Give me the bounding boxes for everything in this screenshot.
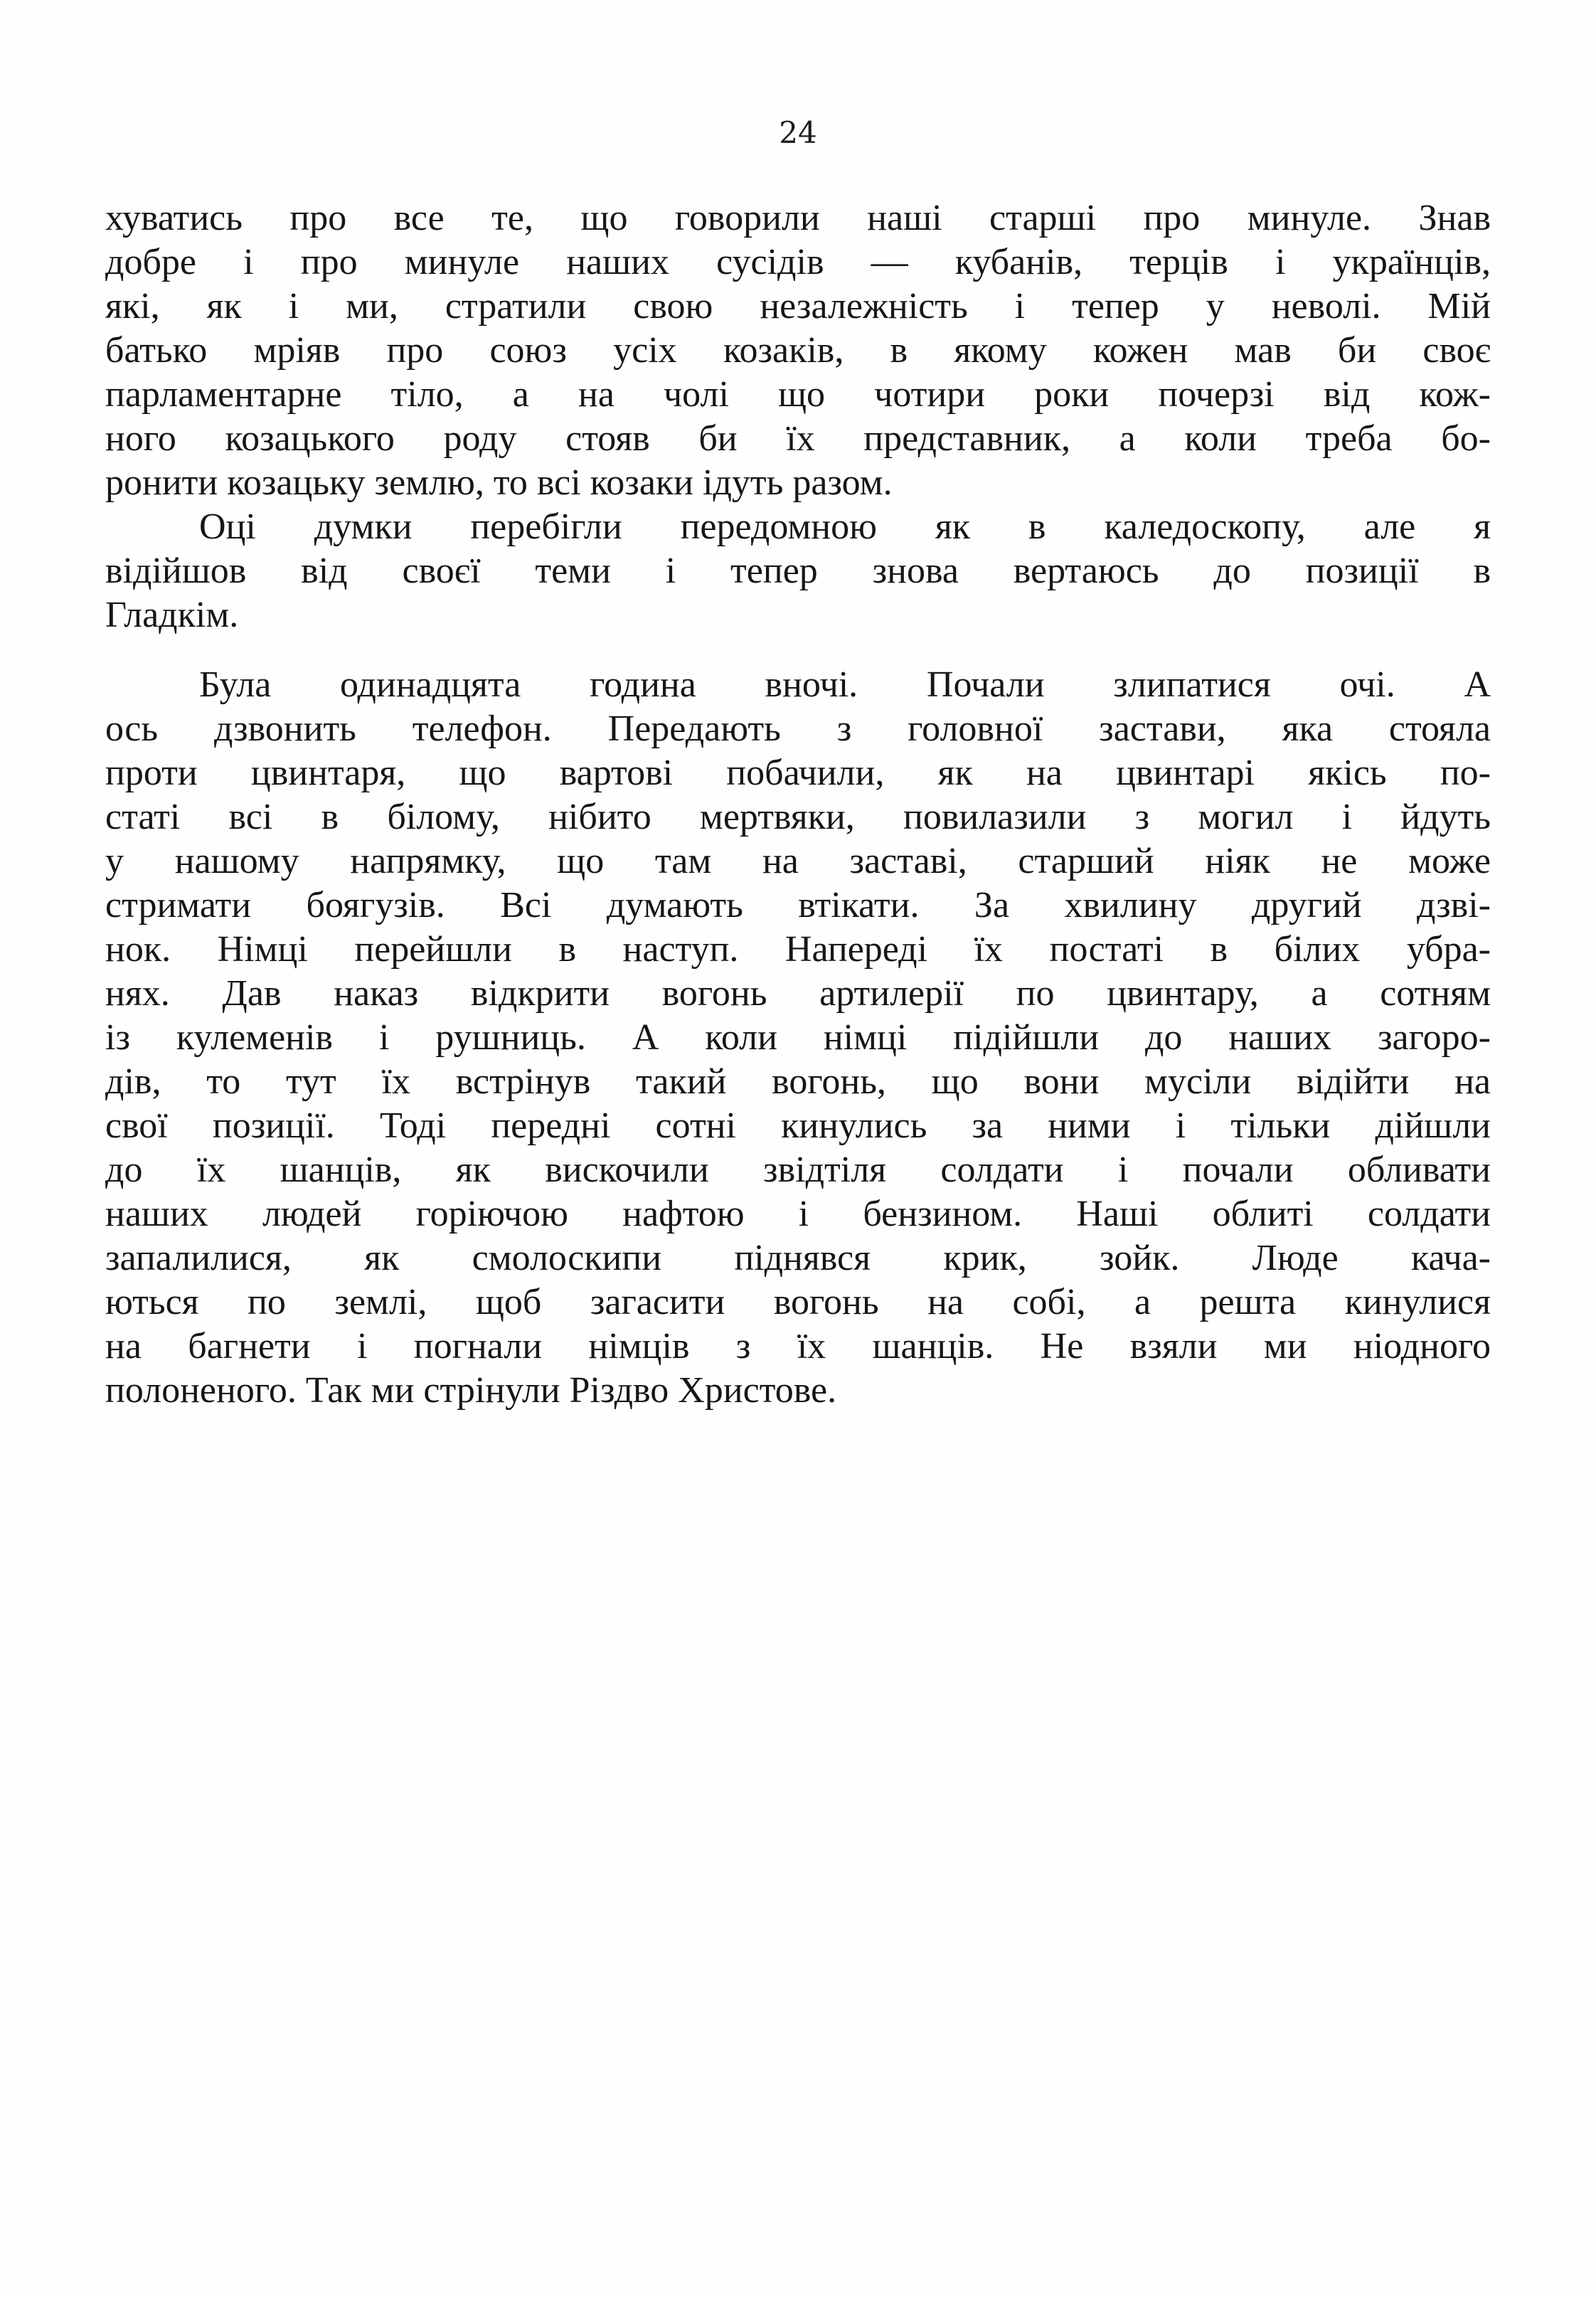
text-line: відійшов від своєї теми і тепер знова вертаюсь до позиції в [105, 551, 1491, 591]
text-line: хуватись про все те, що говорили наші старші про минуле. Знав [105, 198, 1491, 238]
paragraph-1 [105, 196, 1491, 505]
text-line: добре і про минуле наших сусідів — кубанів, терців і українців, [105, 242, 1491, 282]
text-line: проти цвинтаря, що вартові побачили, як на цвинтарі якісь по- [105, 753, 1491, 793]
paragraph-gap [105, 637, 1491, 663]
text-line: парламентарне тіло, а на чолі що чотири роки почерзі від кож- [105, 374, 1491, 415]
text-line: із кулеменів і рушниць. А коли німці підійшли до наших загоро- [105, 1017, 1491, 1058]
body-text [105, 196, 1491, 1413]
text-line: наших людей горіючою нафтою і бензином. Наші облиті солдати [105, 1194, 1491, 1234]
text-line: які, як і ми, стратили свою незалежність і тепер у неволі. Мій [105, 286, 1491, 327]
text-line: ються по землі, щоб загасити вогонь на собі, а решта кинулися [105, 1282, 1491, 1322]
paragraph-3 [105, 663, 1491, 1413]
text-line: стримати боягузів. Всі думають втікати. За хвилину другий дзві- [105, 885, 1491, 925]
text-line: Гладкім. [105, 595, 239, 635]
text-line: полоненого. Так ми стрінули Різдво Христове. [105, 1370, 837, 1411]
text-line: дів, то тут їх встрінув такий вогонь, що вони мусіли відійти на [105, 1061, 1491, 1102]
text-line: ось дзвонить телефон. Передають з головної застави, яка стояла [105, 709, 1491, 749]
text-line: на багнети і погнали німців з їх шанців. Не взяли ми ніодного [105, 1326, 1491, 1367]
paragraph-2 [105, 505, 1491, 637]
page-number: 24 [779, 115, 817, 150]
text-line: Була одинадцята година вночі. Почали злипатися очі. А [199, 664, 1491, 705]
text-line: ного козацького роду стояв би їх представник, а коли треба бо- [105, 418, 1491, 459]
text-line: у нашому напрямку, що там на заставі, старший ніяк не може [105, 841, 1491, 881]
text-line: свої позиції. Тоді передні сотні кинулись за ними і тільки дійшли [105, 1105, 1491, 1146]
text-line: нок. Німці перейшли в наступ. Напереді їх постаті в білих убра- [105, 929, 1491, 970]
text-line: Оці думки перебігли передомною як в каледоскопу, але я [199, 506, 1491, 547]
text-line: запалилися, як смолоскипи піднявся крик, зойк. Люде кача- [105, 1238, 1491, 1278]
text-line: батько мріяв про союз усіх козаків, в якому кожен мав би своє [105, 330, 1491, 371]
text-line: до їх шанців, як вискочили звідтіля солдати і почали обливати [105, 1150, 1491, 1190]
text-line: нях. Дав наказ відкрити вогонь артилерії по цвинтару, а сотням [105, 973, 1491, 1014]
text-line: статі всі в білому, нібито мертвяки, повилазили з могил і йдуть [105, 797, 1491, 837]
text-line: ронити козацьку землю, то всі козаки ідуть разом. [105, 462, 893, 503]
